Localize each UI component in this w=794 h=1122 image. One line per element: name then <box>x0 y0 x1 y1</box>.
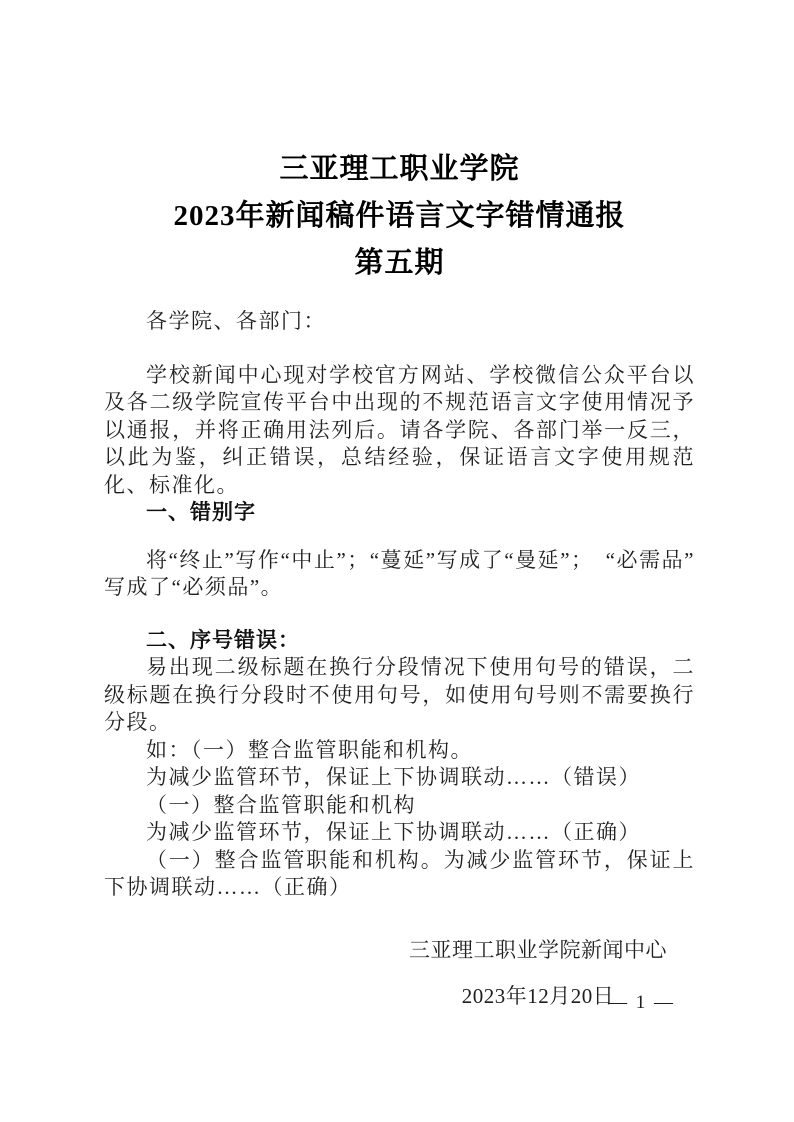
page-number: — 1 — <box>608 992 673 1013</box>
title-line-issue: 第五期 <box>354 247 445 279</box>
intro-paragraph: 学校新闻中心现对学校官方网站、学校微信公众平台以及各二级学院宣传平台中出现的不规范语言文字使用情况予以通报，并将正确用法列后。请各学院、各部门举一反三，以此为鉴，纠正错误，总结经验，保证语言文字使用规范化、标准化。 <box>104 362 695 497</box>
salutation: 各学院、各部门： <box>146 309 326 333</box>
example-line-2: 为减少监管环节，保证上下协调联动……（错误） <box>146 765 641 789</box>
date: 2023年12月20日 <box>461 984 615 1008</box>
title-line-institution: 三亚理工职业学院 <box>279 153 520 185</box>
document-title <box>104 146 695 287</box>
section-heading-numbering: 二、序号错误： <box>146 628 300 652</box>
title-line-subject: 2023年新闻稿件语言文字错情通报 <box>173 200 626 232</box>
example-line-5: （一）整合监管职能和机构。为减少监管环节，保证上下协调联动……（正确） <box>104 847 695 899</box>
document-content <box>104 0 695 1011</box>
numbering-paragraph: 易出现二级标题在换行分段情况下使用句号的错误，二级标题在换行分段时不使用句号，如使用句号则不需要换行分段。 <box>104 655 695 734</box>
section-heading-typos: 一、错别字 <box>146 501 256 524</box>
signature: 三亚理工职业学院新闻中心 <box>409 937 667 962</box>
example-line-1: 如：（一）整合监管职能和机构。 <box>146 737 473 762</box>
example-line-3: （一）整合监管职能和机构 <box>146 792 416 817</box>
example-line-4: 为减少监管环节，保证上下协调联动……（正确） <box>146 820 641 844</box>
typos-paragraph: 将“终止”写作“中止”；“蔓延”写成了“曼延”； “必需品”写成了“必须品”。 <box>104 547 695 599</box>
